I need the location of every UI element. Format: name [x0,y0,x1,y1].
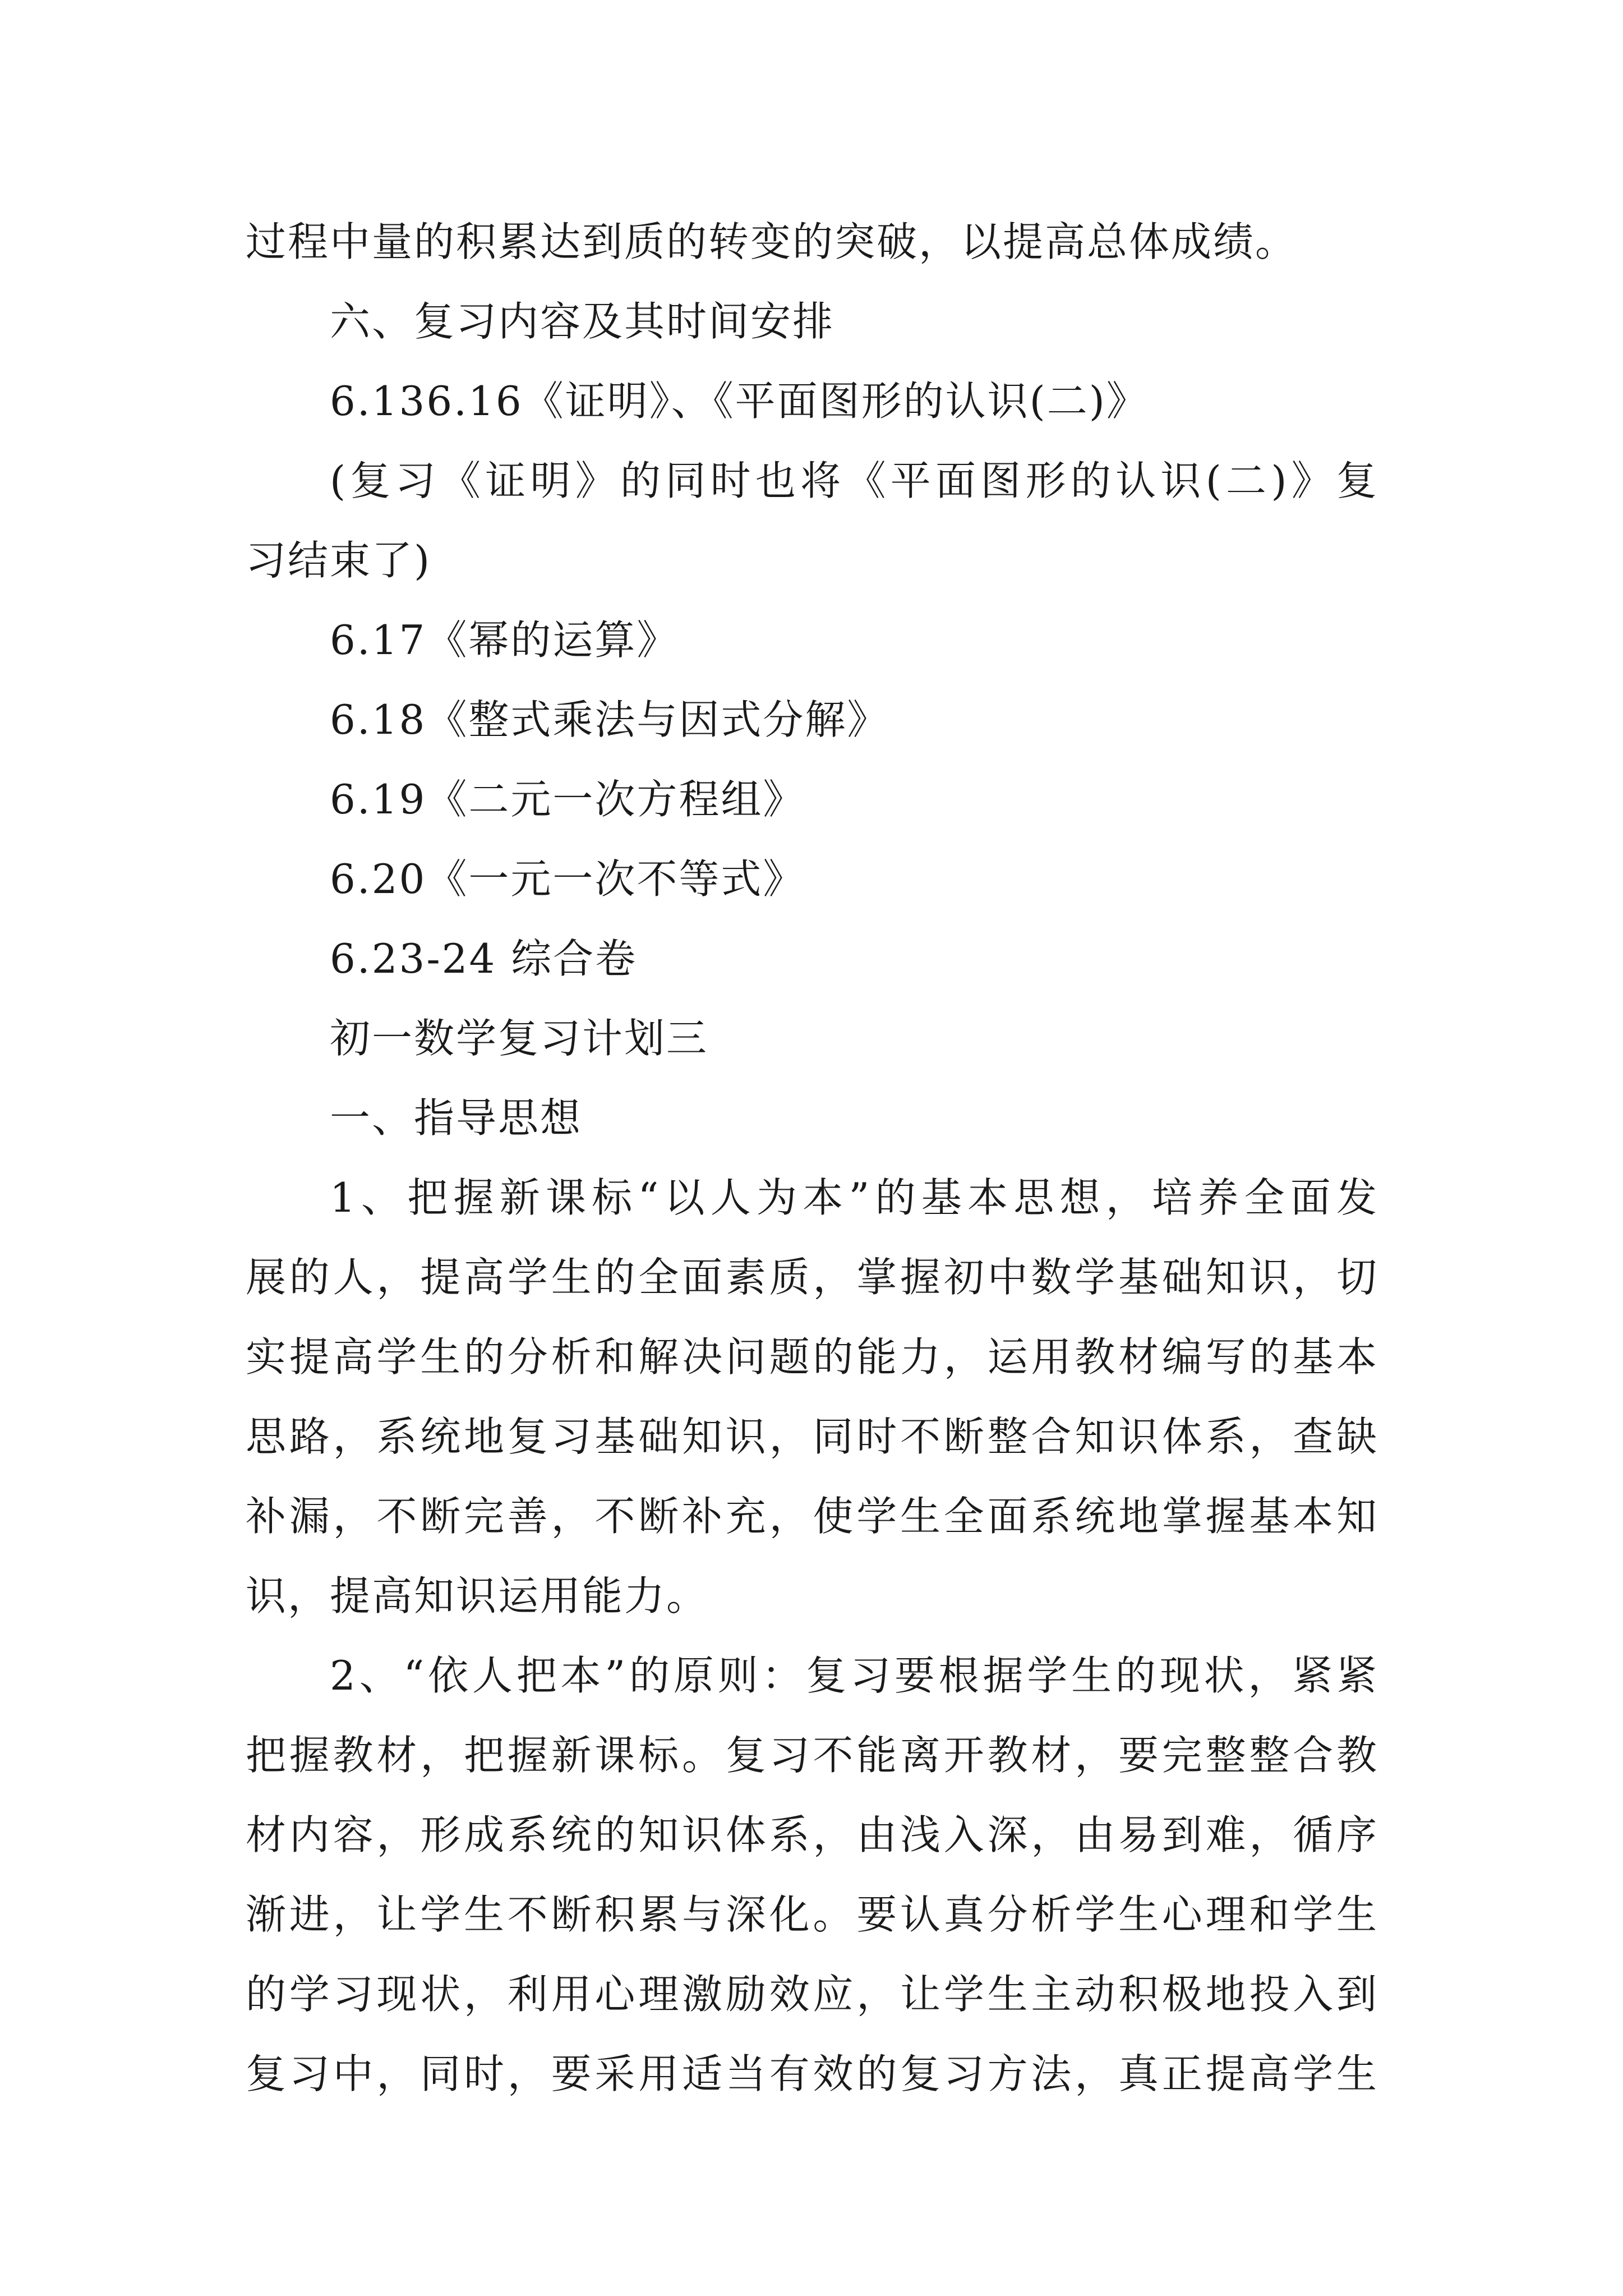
schedule-item: 6.23-24 综合卷 [330,935,638,982]
text-line: 实提高学生的分析和解决问题的能力，运用教材编写的基本 [246,1333,1378,1381]
schedule-item: 6.20《一元一次不等式》 [330,855,805,903]
text-line: 展的人，提高学生的全面素质，掌握初中数学基础知识，切 [246,1254,1378,1301]
text-line: 2、“依人把本”的原则：复习要根据学生的现状，紧紧 [330,1652,1378,1699]
text-line: 过程中量的积累达到质的转变的突破，以提高总体成绩。 [246,218,1298,265]
schedule-item: 6.136.16《证明》、《平面图形的认识(二)》 [330,378,1149,425]
text-line: 识，提高知识运用能力。 [246,1572,709,1619]
text-line: 材内容，形成系统的知识体系，由浅入深，由易到难，循序 [246,1811,1378,1858]
text-line: 的学习现状，利用心理激励效应，让学生主动积极地投入到 [246,1971,1378,2018]
text-line: 渐进，让学生不断积累与深化。要认真分析学生心理和学生 [246,1891,1378,1938]
schedule-item: 6.19《二元一次方程组》 [330,776,805,823]
text-line: 复习中，同时，要采用适当有效的复习方法，真正提高学生 [246,2050,1378,2097]
section-heading: 六、复习内容及其时间安排 [330,298,835,345]
text-line: 思路，系统地复习基础知识，同时不断整合知识体系，查缺 [246,1413,1378,1460]
section-heading: 一、指导思想 [330,1094,583,1142]
text-line: (复习《证明》的同时也将《平面图形的认识(二)》复 [330,457,1378,504]
schedule-item: 6.17《幂的运算》 [330,616,679,664]
schedule-item: 6.18《整式乘法与因式分解》 [330,696,889,743]
document-title: 初一数学复习计划三 [330,1015,709,1062]
text-line: 补漏，不断完善，不断补充，使学生全面系统地掌握基本知 [246,1493,1378,1540]
text-line: 习结束了) [246,537,432,584]
text-line: 把握教材，把握新课标。复习不能离开教材，要完整整合教 [246,1732,1378,1779]
document-body [246,202,1378,2114]
text-line: 1、把握新课标“以人为本”的基本思想，培养全面发 [330,1174,1378,1221]
